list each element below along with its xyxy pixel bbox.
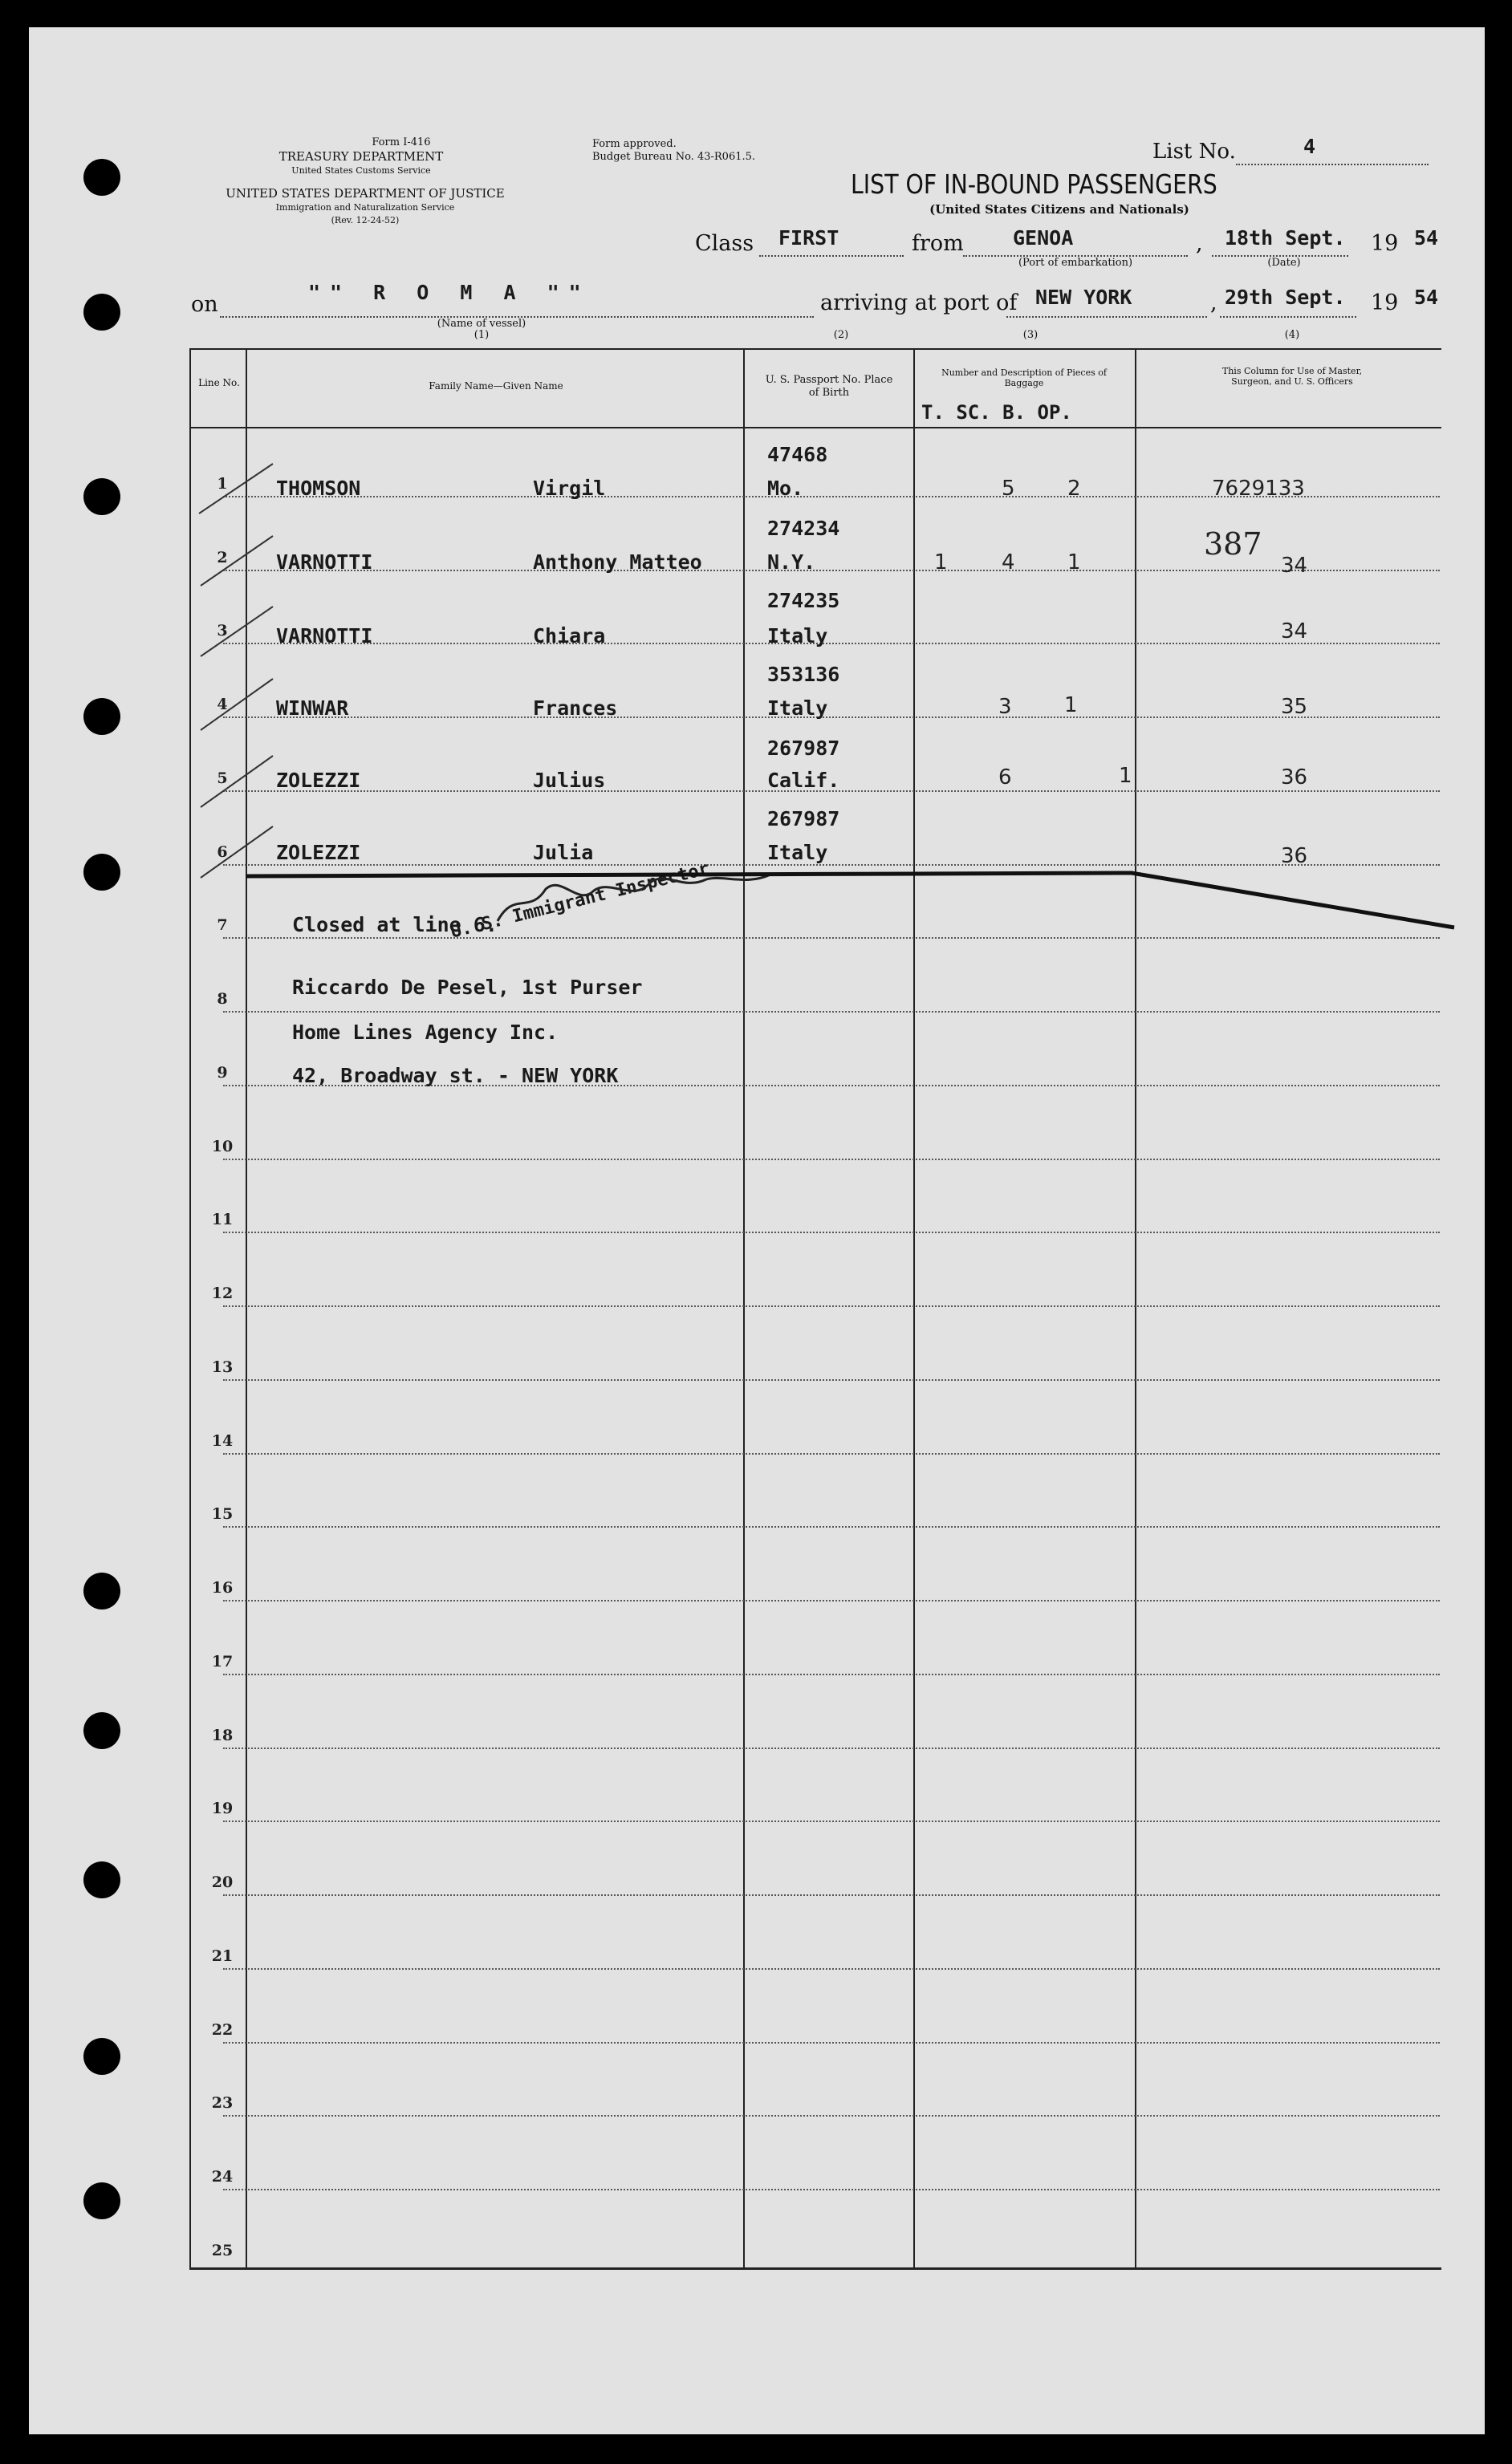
baggage-sc: 6 <box>998 765 1012 790</box>
form-subtitle: (United States Citizens and Nationals) <box>929 202 1189 217</box>
officer-note: 36 <box>1281 765 1308 790</box>
line-number: 2 <box>217 548 228 566</box>
line-number: 3 <box>217 622 228 640</box>
row-rule <box>223 1748 1440 1749</box>
col-num-2: (2) <box>833 329 849 341</box>
agency-address: 42, Broadway st. - NEW YORK <box>292 1064 619 1087</box>
line-number: 19 <box>211 1800 234 1818</box>
family-name: ZOLEZZI <box>276 769 361 792</box>
departure-year: 54 <box>1414 226 1439 250</box>
closed-at-line: Closed at line 6. <box>292 913 498 936</box>
row-rule <box>223 716 1440 718</box>
baggage-op: 1 <box>1119 764 1132 788</box>
list-no-label: List No. <box>1152 140 1236 164</box>
line-number: 22 <box>211 2020 234 2039</box>
punch-hole <box>83 854 120 891</box>
row-rule <box>223 1600 1440 1601</box>
row-rule <box>223 1379 1440 1381</box>
row-rule <box>223 1894 1440 1896</box>
line-number: 18 <box>211 1726 234 1744</box>
family-name: VARNOTTI <box>276 550 373 574</box>
table-top-border <box>189 348 1441 350</box>
treasury-dept: TREASURY DEPARTMENT <box>278 149 444 164</box>
line-number: 11 <box>211 1211 234 1229</box>
from-label: from <box>912 231 964 256</box>
officer-note: 35 <box>1281 695 1308 719</box>
row-rule <box>223 643 1440 644</box>
row-rule <box>223 2115 1440 2117</box>
header-line-no: Line No. <box>198 377 240 388</box>
given-name: Chiara <box>533 624 606 647</box>
punch-hole <box>83 2038 120 2075</box>
vessel-col-num: (1) <box>474 329 490 341</box>
baggage-b: 1 <box>1067 550 1081 574</box>
family-name: ZOLEZZI <box>276 841 361 864</box>
line-number: 12 <box>211 1285 234 1303</box>
line-number: 4 <box>217 696 228 714</box>
row-rule <box>223 1453 1440 1455</box>
ins-service: Immigration and Naturalization Service <box>275 202 455 213</box>
place-of-birth: N.Y. <box>767 550 816 574</box>
arrival-year: 54 <box>1414 286 1439 309</box>
passport-no: 353136 <box>767 663 840 686</box>
line-number: 15 <box>211 1505 234 1524</box>
justice-dept: UNITED STATES DEPARTMENT OF JUSTICE <box>226 186 505 201</box>
baggage-t: 1 <box>934 550 948 574</box>
baggage-sc: 5 <box>1002 477 1015 501</box>
row-rule <box>223 1011 1440 1013</box>
passport-no: 274235 <box>767 589 840 612</box>
line-number: 5 <box>217 769 228 787</box>
punch-hole <box>83 1861 120 1898</box>
vessel-caption: (Name of vessel) <box>437 318 526 330</box>
family-name: WINWAR <box>276 696 349 720</box>
arrival-year-prefix: 19 <box>1371 290 1399 315</box>
family-name: VARNOTTI <box>276 624 373 647</box>
budget-bureau: Budget Bureau No. 43-R061.5. <box>592 151 756 163</box>
passport-no: 267987 <box>767 807 840 830</box>
row-rule <box>223 1232 1440 1233</box>
arriving-label: arriving at port of <box>820 290 1018 315</box>
punch-hole <box>83 1573 120 1610</box>
baggage-sc: 4 <box>1002 550 1015 574</box>
punch-hole <box>83 478 120 515</box>
row-rule <box>223 1526 1440 1528</box>
baggage-b: 1 <box>1064 693 1078 717</box>
header-baggage-cols: T. SC. B. OP. <box>921 401 1072 424</box>
arrival-date: 29th Sept. <box>1225 286 1346 309</box>
place-of-birth: Calif. <box>767 769 840 792</box>
given-name: Julius <box>533 769 606 792</box>
on-label: on <box>191 292 218 317</box>
col-num-3: (3) <box>1022 329 1038 341</box>
departure-year-prefix: 19 <box>1371 231 1399 256</box>
baggage-sc: 3 <box>998 695 1012 719</box>
punch-hole <box>83 294 120 331</box>
form-number: Form I-416 <box>372 136 431 148</box>
header-name: Family Name—Given Name <box>429 380 563 392</box>
agency-name: Home Lines Agency Inc. <box>292 1021 559 1044</box>
header-passport: U. S. Passport No. Place of Birth <box>765 374 893 399</box>
col-num-4: (4) <box>1284 329 1300 341</box>
passport-no: 47468 <box>767 443 828 466</box>
list-no-value: 4 <box>1303 135 1316 158</box>
row-rule <box>223 1159 1440 1160</box>
officer-note: 34 <box>1281 619 1308 643</box>
revision: (Rev. 12-24-52) <box>331 215 400 225</box>
row-rule <box>223 1821 1440 1822</box>
row-rule <box>223 2189 1440 2190</box>
port-embarkation-caption: (Port of embarkation) <box>1018 257 1133 269</box>
line-number: 14 <box>211 1431 234 1450</box>
form-title: LIST OF IN-BOUND PASSENGERS <box>851 168 1217 200</box>
header-officer: This Column for Use of Master, Surgeon, and U. S. Officers <box>1221 366 1363 387</box>
row-rule <box>223 2042 1440 2044</box>
line-number: 13 <box>211 1358 234 1376</box>
line-number: 16 <box>211 1579 234 1597</box>
passport-no: 267987 <box>767 737 840 760</box>
line-number: 7 <box>217 916 228 935</box>
officer-note: 34 <box>1281 554 1308 578</box>
punch-hole <box>83 159 120 196</box>
place-of-birth: Italy <box>767 696 828 720</box>
given-name: Julia <box>533 841 594 864</box>
line-number: 20 <box>211 1873 234 1892</box>
line-number: 9 <box>217 1063 228 1082</box>
customs-service: United States Customs Service <box>291 165 431 176</box>
inspector-stamp: U. S. Immigrant Inspector <box>448 859 712 943</box>
line-number: 23 <box>211 2094 234 2113</box>
form-approved: Form approved. <box>592 138 677 150</box>
officer-note-extra: 387 <box>1204 526 1262 562</box>
officer-note: 7629133 <box>1212 477 1305 501</box>
given-name: Frances <box>533 696 618 720</box>
form-page <box>29 27 1485 2434</box>
class-value: FIRST <box>778 226 839 250</box>
punch-hole <box>83 698 120 735</box>
line-number: 6 <box>217 842 228 861</box>
punch-hole <box>83 2182 120 2219</box>
row-rule <box>223 864 1440 866</box>
given-name: Virgil <box>533 477 606 500</box>
line-number: 25 <box>211 2242 234 2259</box>
place-of-birth: Italy <box>767 624 828 647</box>
line-number: 1 <box>217 474 228 493</box>
departure-date: 18th Sept. <box>1225 226 1346 250</box>
given-name: Anthony Matteo <box>533 550 702 574</box>
line-number: 8 <box>217 990 228 1009</box>
from-value: GENOA <box>1013 226 1074 250</box>
date-caption: (Date) <box>1267 257 1301 269</box>
punch-hole <box>83 1712 120 1749</box>
row-rule <box>223 1968 1440 1970</box>
passport-no: 274234 <box>767 517 840 540</box>
row-rule <box>223 1305 1440 1307</box>
line-number: 17 <box>211 1652 234 1670</box>
row-rule <box>223 1674 1440 1675</box>
class-label: Class <box>695 231 754 256</box>
place-of-birth: Italy <box>767 841 828 864</box>
table-bottom-border <box>189 2267 1441 2270</box>
officer-note: 36 <box>1281 844 1308 868</box>
vessel-name: "" R O M A "" <box>308 281 591 304</box>
line-number: 10 <box>211 1137 234 1155</box>
place-of-birth: Mo. <box>767 477 804 500</box>
line-number: 21 <box>211 1946 234 1965</box>
baggage-b: 2 <box>1067 477 1081 501</box>
row-rule <box>223 570 1440 571</box>
arrival-port: NEW YORK <box>1035 286 1132 309</box>
table-left-border <box>189 348 191 2269</box>
purser-name: Riccardo De Pesel, 1st Purser <box>292 976 643 999</box>
line-number: 24 <box>211 2168 234 2186</box>
table-header-border <box>189 427 1441 428</box>
header-baggage: Number and Description of Pieces of Baggage <box>941 367 1107 388</box>
family-name: THOMSON <box>276 477 361 500</box>
row-rule <box>223 937 1440 939</box>
